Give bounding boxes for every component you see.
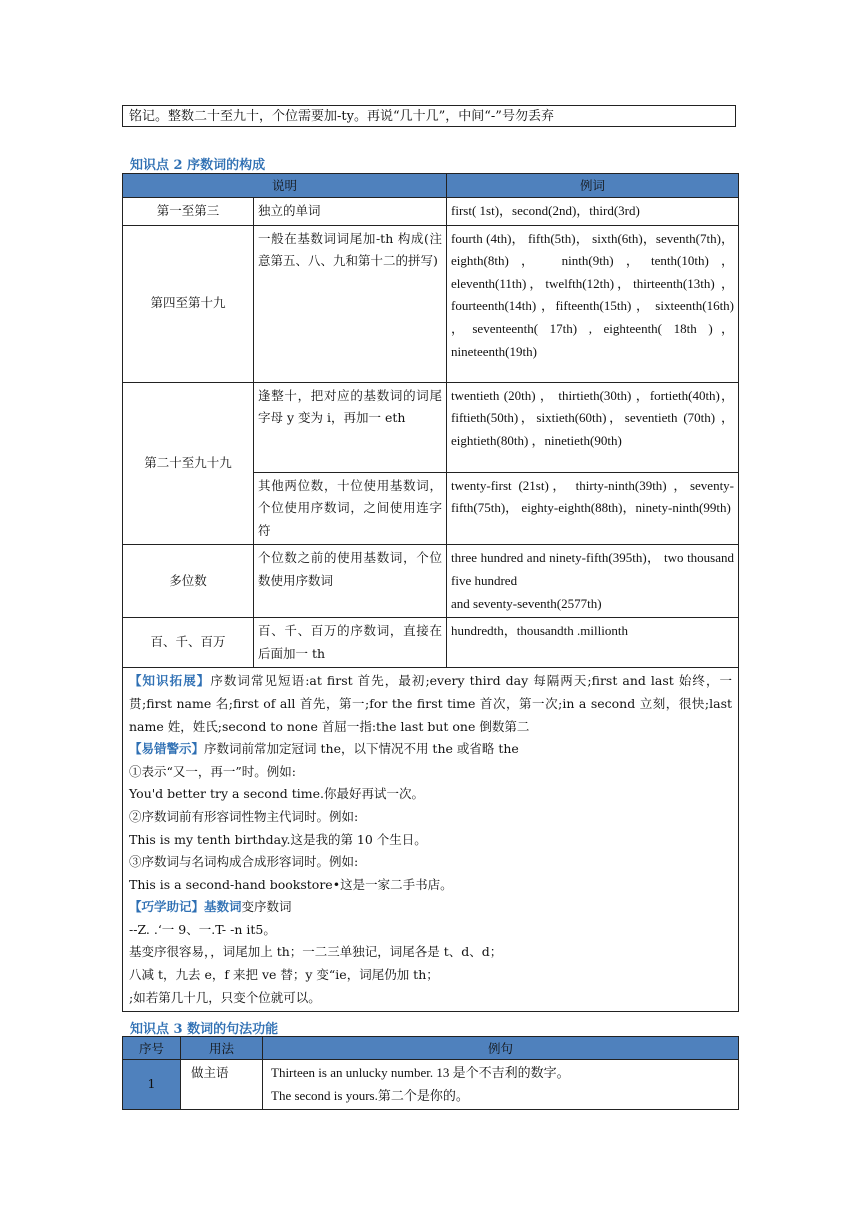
category-cell: 第二十至九十九: [123, 382, 254, 545]
tag-extension: 【知识拓展】: [129, 673, 211, 689]
notes-row: [123, 668, 739, 1012]
header-number: 序号: [123, 1037, 181, 1060]
note-line: You'd better try a second time.你最好再试一次。: [129, 786, 425, 802]
knowledge-extension: [129, 670, 732, 738]
top-box-text: 铭记。整数二十至九十，个位需要加-ty。再说“几十几”，中间“-”号勿丢弃: [129, 109, 554, 124]
examples-cell: twenty-first (21st)， thirty-ninth(39th) ，seventy-fifth(75th)， eighty-eighth(88th)，ninety-ninth(99th): [447, 472, 739, 545]
memory-tip: [129, 896, 732, 919]
note-line: ①表示“又一，再一”时。例如:: [129, 763, 296, 779]
tag-warning: 【易错警示】: [129, 741, 205, 757]
desc-cell: 个位数之前的使用基数词，个位数使用序数词: [254, 545, 447, 618]
warning-text: 序数词前常加定冠词 the，以下情况不用 the 或省略 the: [204, 741, 519, 757]
header-usage: 用法: [181, 1037, 263, 1060]
table-row: [123, 1060, 739, 1110]
note-line: This is my tenth birthday.这是我的第 10 个生日。: [129, 831, 427, 847]
memory-text: 变序数词: [241, 899, 292, 915]
desc-cell: 百、千、百万的序数词，直接在后面加一 th: [254, 618, 447, 668]
header-description: 说明: [123, 174, 447, 198]
example-cell: [263, 1060, 739, 1110]
examples-cell: first( 1st)，second(2nd)，third(3rd): [447, 198, 739, 226]
header-example: 例句: [263, 1037, 739, 1060]
examples-cell: [447, 545, 739, 618]
examples-line: three hundred and ninety-fifth(395th)， two thousand five hundred: [451, 550, 735, 588]
note-line: 基变序很容易，，词尾加上 th；一二三单独记，词尾各是 t、d、d；: [129, 944, 503, 960]
section3-title: 知识点 3 数词的句法功能: [130, 1022, 279, 1037]
note-line: 八减 t，九去 e，f 来把 ve 替；y 变“ie，词尾仍加 th；: [129, 967, 439, 983]
examples-line: and seventy-seventh(2577th): [451, 595, 602, 611]
table-row: [123, 225, 739, 382]
category-cell: 第四至第十九: [123, 225, 254, 382]
table-row: [123, 545, 739, 618]
example-line: Thirteen is an unlucky number. 13 是个不吉利的数字。: [271, 1065, 570, 1080]
tag-memory: 【巧学助记】基数词: [129, 899, 242, 915]
error-warning: [129, 738, 732, 761]
examples-cell: hundredth，thousandth .millionth: [447, 618, 739, 668]
note-line: ③序数词与名词构成合成形容词时。例如:: [129, 854, 359, 870]
category-cell: 第一至第三: [123, 198, 254, 226]
table-row: [123, 382, 739, 472]
notes-cell: [123, 668, 739, 1012]
desc-cell: 其他两位数，十位使用基数词，个位使用序数词，之间使用连字符: [254, 472, 447, 545]
category-cell: 多位数: [123, 545, 254, 618]
note-line: --Z. .‘一 9、一.T- -n it5。: [129, 921, 276, 937]
number-cell: 1: [123, 1060, 181, 1110]
table-row: [123, 618, 739, 668]
syntax-table: [122, 1036, 739, 1110]
example-line: The second is yours.第二个是你的。: [271, 1087, 469, 1103]
note-line: This is a second-hand bookstore•这是一家二手书店。: [129, 876, 453, 892]
desc-cell: 独立的单词: [254, 198, 447, 226]
ordinal-table: [122, 173, 739, 1012]
examples-cell: twentieth (20th) ， thirtieth(30th) ，fortieth(40th)，fiftieth(50th)，sixtieth(60th)，seventieth (70th) ， eightieth(80th) ，ninetieth(90th): [447, 382, 739, 472]
section2-title: 知识点 2 序数词的构成: [130, 158, 266, 173]
header-examples: 例词: [447, 174, 739, 198]
usage-cell: 做主语: [181, 1060, 263, 1110]
examples-cell: fourth (4th)， fifth(5th)， sixth(6th)，seventh(7th)， eighth(8th)， ninth(9th)，tenth(10th)，eleventh(11th)，twelfth(12th)，thirteenth(13th) ， fourteenth(14th) ，fifteenth(15th) ， sixteenth(16th) ，seventeenth( 17th) , eighteenth( 18th )，nineteenth(19th): [447, 225, 739, 382]
category-cell: 百、千、百万: [123, 618, 254, 668]
extension-text: 序数词常见短语:at first 首先，最初;every third day 每隔两天;first and last 始终，一贯;first name 名;first of all 首先，第一;for the first time 首次，第一次;in a second 立刻，很快;last name 姓，姓氏;second to none 首屈一指:the last but one 倒数第二: [129, 673, 733, 734]
desc-cell: 逢整十，把对应的基数词的词尾字母 y 变为 i，再加一 eth: [254, 382, 447, 472]
top-box: [122, 105, 736, 127]
desc-cell: 一般在基数词词尾加-th 构成(注意第五、八、九和第十二的拼写): [254, 225, 447, 382]
note-line: ;如若第几十几，只变个位就可以。: [129, 989, 321, 1005]
table-row: [123, 198, 739, 226]
note-line: ②序数词前有形容词性物主代词时。例如:: [129, 808, 359, 824]
